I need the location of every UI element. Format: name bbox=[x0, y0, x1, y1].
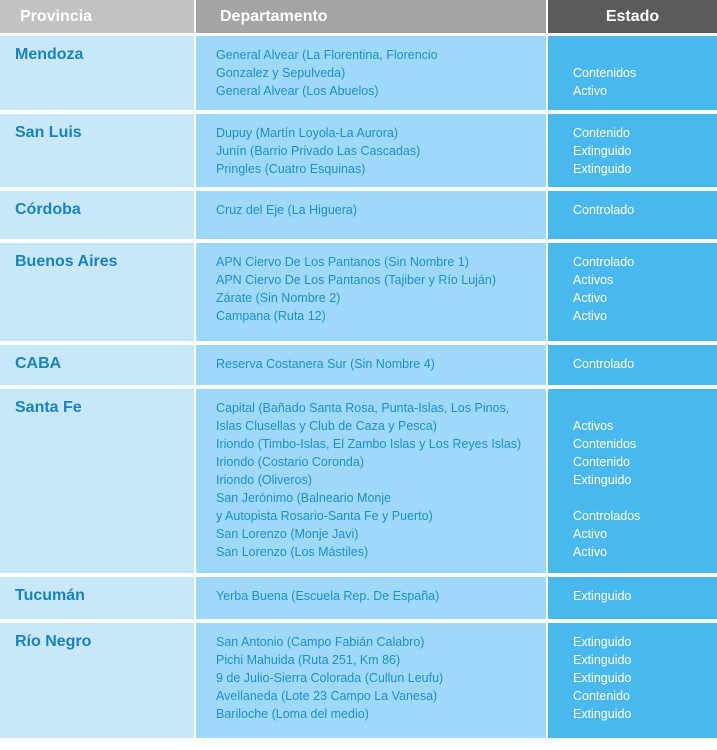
table-row bbox=[0, 114, 717, 187]
departamento-line: 9 de Julio-Sierra Colorada (Cullun Leufu) bbox=[216, 671, 444, 685]
departamento-cell bbox=[196, 191, 546, 239]
departamento-cell bbox=[196, 345, 546, 385]
departamento-line: APN Ciervo De Los Pantanos (Tajiber y Río Luján) bbox=[216, 273, 496, 287]
table-header bbox=[0, 0, 717, 33]
table-row bbox=[0, 577, 717, 619]
header-provincia: Provincia bbox=[0, 0, 194, 33]
departamento-line: Iriondo (Timbo-Islas, El Zambo Islas y Los Reyes Islas) bbox=[216, 437, 522, 451]
departamento-cell bbox=[196, 389, 546, 573]
estado-line: Activo bbox=[573, 527, 608, 541]
estado-line bbox=[573, 399, 717, 417]
estado-line: Contenido bbox=[573, 126, 630, 140]
header-estado: Estado bbox=[548, 0, 717, 33]
provincia-cell: Córdoba bbox=[0, 191, 194, 239]
estado-cell bbox=[548, 389, 717, 573]
departamento-line: San Lorenzo (Los Mástiles) bbox=[216, 545, 369, 559]
estado-line: Controlado bbox=[573, 357, 635, 371]
departamento-cell bbox=[196, 243, 546, 341]
table-row bbox=[0, 345, 717, 385]
departamento-cell bbox=[196, 36, 546, 110]
estado-cell bbox=[548, 623, 717, 738]
provincia-cell: San Luis bbox=[0, 114, 194, 187]
estado-line: Contenidos bbox=[573, 437, 637, 451]
estado-line: Activos bbox=[573, 419, 614, 433]
estado-line: Extinguido bbox=[573, 473, 632, 487]
estado-line: Extinguido bbox=[573, 707, 632, 721]
departamento-line: Iriondo (Costario Coronda) bbox=[216, 455, 364, 469]
departamento-line: San Antonio (Campo Fabián Calabro) bbox=[216, 635, 425, 649]
departamento-line: San Lorenzo (Monje Javi) bbox=[216, 527, 359, 541]
departamento-line: Bariloche (Loma del medio) bbox=[216, 707, 369, 721]
estado-line: Activo bbox=[573, 545, 608, 559]
departamento-line: Gonzalez y Sepulveda) bbox=[216, 66, 346, 80]
table-row bbox=[0, 36, 717, 110]
departamento-line: General Alvear (Los Abuelos) bbox=[216, 84, 379, 98]
provincia-cell: Mendoza bbox=[0, 36, 194, 110]
departamento-line: General Alvear (La Florentina, Florencio bbox=[216, 48, 438, 62]
estado-cell bbox=[548, 577, 717, 619]
departamento-line: Islas Clusellas y Club de Caza y Pesca) bbox=[216, 419, 437, 433]
estado-line: Extinguido bbox=[573, 653, 632, 667]
departamento-line: Cruz del Eje (La Higuera) bbox=[216, 203, 358, 217]
estado-line: Contenidos bbox=[573, 66, 637, 80]
estado-line: Contenido bbox=[573, 689, 630, 703]
estado-cell bbox=[548, 114, 717, 187]
estado-line: Activo bbox=[573, 84, 608, 98]
estado-line bbox=[573, 46, 717, 64]
provincia-cell: CABA bbox=[0, 345, 194, 385]
departamento-line: Capital (Bañado Santa Rosa, Punta-Islas, Los Pinos, bbox=[216, 401, 510, 415]
departamento-line: Yerba Buena (Escuela Rep. De España) bbox=[216, 589, 440, 603]
departamento-line: Campana (Ruta 12) bbox=[216, 309, 326, 323]
departamento-line: Reserva Costanera Sur (Sin Nombre 4) bbox=[216, 357, 435, 371]
estado-line: Extinguido bbox=[573, 144, 632, 158]
estado-line: Controlados bbox=[573, 509, 641, 523]
estado-cell bbox=[548, 191, 717, 239]
provincia-cell: Tucumán bbox=[0, 577, 194, 619]
provincia-cell: Río Negro bbox=[0, 623, 194, 738]
departamento-line: Pringles (Cuatro Esquinas) bbox=[216, 162, 366, 176]
estado-cell bbox=[548, 36, 717, 110]
estado-cell bbox=[548, 243, 717, 341]
departamento-line: San Jerónimo (Balneario Monje bbox=[216, 491, 392, 505]
estado-line: Activo bbox=[573, 309, 608, 323]
estado-line: Extinguido bbox=[573, 635, 632, 649]
departamento-cell bbox=[196, 114, 546, 187]
departamento-line: Dupuy (Martín Loyola-La Aurora) bbox=[216, 126, 399, 140]
header-departamento: Departamento bbox=[196, 0, 546, 33]
table-row bbox=[0, 389, 717, 573]
estado-cell bbox=[548, 345, 717, 385]
estado-line: Controlado bbox=[573, 203, 635, 217]
departamento-line: Zárate (Sin Nombre 2) bbox=[216, 291, 341, 305]
provincia-cell: Santa Fe bbox=[0, 389, 194, 573]
table-body bbox=[0, 36, 717, 738]
departamento-cell bbox=[196, 623, 546, 738]
departamento-line: Avellaneda (Lote 23 Campo La Vanesa) bbox=[216, 689, 438, 703]
departamento-line: Pichi Mahuida (Ruta 251, Km 86) bbox=[216, 653, 401, 667]
provincia-cell: Buenos Aires bbox=[0, 243, 194, 341]
table-row bbox=[0, 191, 717, 239]
estado-line: Extinguido bbox=[573, 671, 632, 685]
departamento-line: y Autopista Rosario-Santa Fe y Puerto) bbox=[216, 509, 433, 523]
estado-line: Extinguido bbox=[573, 162, 632, 176]
departamento-cell bbox=[196, 577, 546, 619]
table-row bbox=[0, 243, 717, 341]
table-row bbox=[0, 623, 717, 738]
estado-line: Extinguido bbox=[573, 589, 632, 603]
departamento-line: APN Ciervo De Los Pantanos (Sin Nombre 1) bbox=[216, 255, 469, 269]
estado-line: Contenido bbox=[573, 455, 630, 469]
estado-line: Activos bbox=[573, 273, 614, 287]
departamento-line: Junín (Barrio Privado Las Cascadas) bbox=[216, 144, 421, 158]
estado-line: Activo bbox=[573, 291, 608, 305]
estado-line bbox=[573, 489, 717, 507]
departamento-line: Iriondo (Oliveros) bbox=[216, 473, 312, 487]
estado-line: Controlado bbox=[573, 255, 635, 269]
